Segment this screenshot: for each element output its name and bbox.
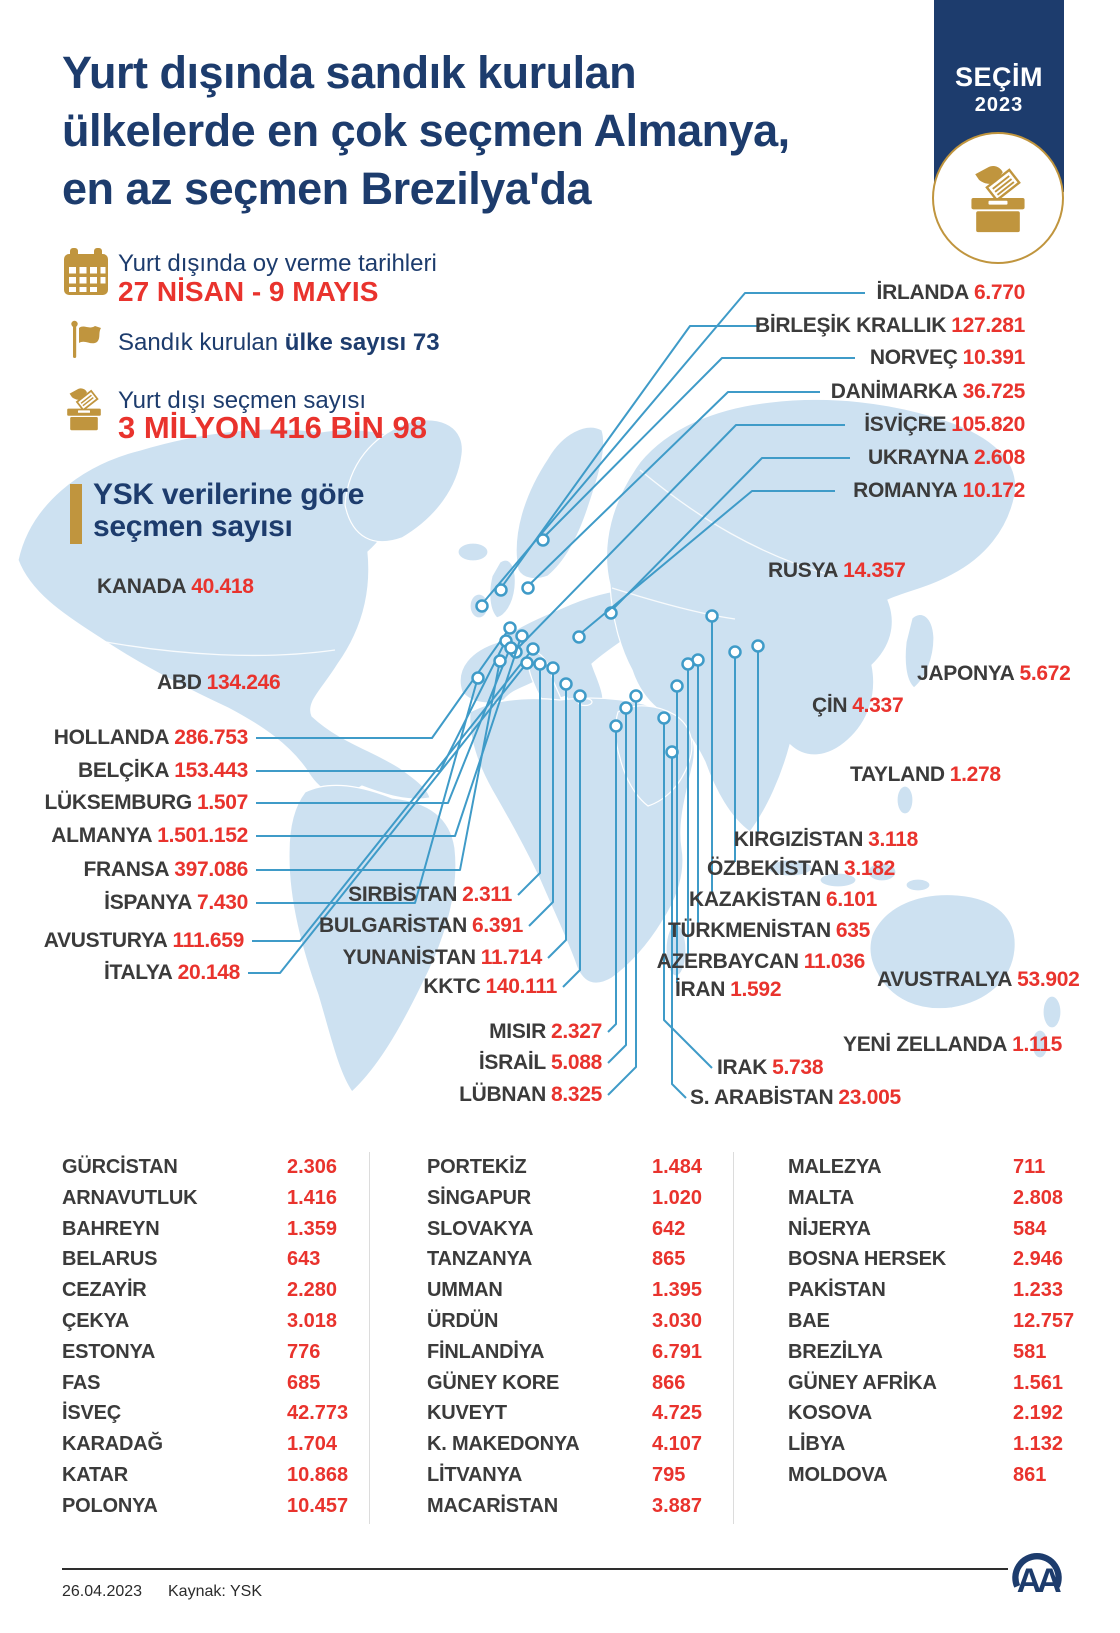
map-marker [473,673,484,684]
map-label [319,913,523,939]
map-marker [528,644,539,655]
voter-count: 105.820 [951,413,1025,436]
country-name: LÜKSEMBURG [44,791,192,814]
voting-dates-label: Yurt dışında oy verme tarihleri [118,250,437,277]
map-label [689,887,877,913]
table-column-3 [788,1152,1118,1491]
voter-count: 4.337 [852,694,904,717]
voter-count: 643 [287,1248,321,1271]
voter-count: 1.704 [287,1433,338,1456]
table-column-1 [62,1152,392,1522]
country-name: NORVEÇ [869,346,958,369]
footer-date: 26.04.2023 [62,1583,143,1600]
map-marker [548,663,559,674]
table-row [62,1429,392,1460]
flag-icon [70,320,104,360]
title-line: ülkelerde en çok seçmen Almanya, [62,105,790,156]
country-name: S. ARABİSTAN [690,1086,834,1109]
map-label [843,1032,1062,1058]
voter-count: 2.327 [550,1020,602,1043]
ballot-box-badge [932,132,1064,264]
country-name: ÇEKYA [62,1309,130,1332]
map-label [690,1085,901,1111]
table-row [788,1275,1118,1306]
voter-count: 3.887 [652,1494,703,1517]
table-row [427,1368,757,1399]
table-row [427,1491,757,1522]
footer-rule [62,1568,1008,1570]
voter-count: 1.359 [287,1217,338,1240]
country-name: BULGARİSTAN [318,914,467,937]
map-marker [621,703,632,714]
voter-count: 23.005 [838,1086,901,1109]
voter-count: 127.281 [951,314,1025,337]
country-name: ÜRDÜN [427,1309,499,1332]
map-label [459,1082,602,1108]
voter-count: 10.457 [287,1494,349,1517]
map-marker [505,623,516,634]
aa-logo-letters: AA [1016,1561,1058,1600]
table-row [788,1429,1118,1460]
country-name: IRAK [717,1056,768,1079]
map-label [54,725,248,751]
map-label [104,960,240,986]
voter-count: 3.182 [843,857,895,880]
map-label [348,882,512,908]
map-marker [683,659,694,670]
voter-count: 11.036 [803,950,865,973]
country-name: ESTONYA [62,1340,156,1363]
map-marker [535,659,546,670]
voter-count: 685 [287,1371,321,1394]
map-label [877,967,1080,993]
badge-title: SEÇİM [954,62,1043,92]
map-label [657,949,865,975]
voter-count: 711 [1013,1156,1046,1178]
table-row [427,1337,757,1368]
map-label [479,1050,602,1076]
map-label [812,693,903,719]
iceland [458,543,488,561]
voter-count: 11.714 [480,946,542,969]
footer-source: Kaynak: YSK [168,1583,262,1600]
voter-count: 5.088 [550,1051,602,1074]
map-marker [575,691,586,702]
country-name: FAS [62,1371,101,1394]
voter-count: 584 [1013,1217,1047,1240]
map-label [44,790,248,816]
voter-count: 4.107 [652,1433,703,1456]
voter-count: 642 [652,1217,686,1240]
table-row [427,1306,757,1337]
table-separator [369,1152,370,1524]
voter-count: 12.757 [1013,1309,1075,1332]
ballot-box-icon [960,160,1036,234]
map-label [675,977,781,1003]
voter-count: 1.507 [196,791,248,814]
country-name: İRAN [675,978,726,1001]
map-marker [707,611,718,622]
voter-count: 2.808 [1013,1186,1064,1209]
voter-count: 4.725 [652,1402,703,1425]
voter-count: 2.946 [1013,1248,1064,1271]
country-name: PORTEKİZ [427,1156,527,1178]
map-label [97,574,254,600]
voter-count: 153.443 [174,759,248,782]
voter-count: 20.148 [177,961,240,984]
country-name: MISIR [489,1020,546,1043]
table-row [788,1460,1118,1491]
map-marker [672,681,683,692]
aa-agency-logo [1010,1544,1064,1600]
country-name: İRLANDA [876,281,969,304]
country-name: LÜBNAN [459,1083,546,1106]
voter-count: 1.233 [1013,1279,1064,1302]
country-name: KUVEYT [427,1402,507,1425]
country-name: JAPONYA [917,662,1015,685]
voter-count: 1.484 [652,1156,703,1178]
voter-count: 1.132 [1013,1433,1064,1456]
country-name: İTALYA [103,961,173,984]
map-label [831,379,1025,405]
voter-count: 10.172 [962,479,1025,502]
table-row [62,1183,392,1214]
country-name: CEZAYİR [62,1279,147,1302]
country-name: SLOVAKYA [427,1217,534,1240]
country-count-bold: ülke sayısı 73 [284,329,440,356]
table-row [788,1368,1118,1399]
table-row [62,1152,392,1183]
country-count-prefix: Sandık kurulan [118,329,285,356]
voter-count: 1.020 [652,1186,703,1209]
voter-count: 2.280 [287,1279,338,1302]
table-row [62,1368,392,1399]
voter-count: 1.501.152 [157,824,248,847]
voter-count: 397.086 [174,858,248,881]
country-name: PAKİSTAN [788,1279,886,1302]
country-name: TANZANYA [427,1248,533,1271]
voter-count: 866 [652,1371,686,1394]
country-name: GÜRCİSTAN [62,1156,178,1178]
table-row [62,1398,392,1429]
map-marker [506,643,517,654]
table-row [62,1214,392,1245]
country-name: AZERBAYCAN [656,950,799,973]
table-row [62,1244,392,1275]
section-heading-line: YSK verilerine göre [93,478,365,511]
country-name: FİNLANDİYA [427,1340,545,1363]
country-name: KANADA [97,575,187,598]
country-name: DANİMARKA [830,380,958,403]
table-row [788,1306,1118,1337]
country-name: MACARİSTAN [427,1494,558,1517]
country-count-text [118,329,440,357]
country-name: İSVİÇRE [864,413,947,436]
map-marker [517,631,528,642]
voter-count: 1.592 [730,978,782,1001]
map-marker [659,713,670,724]
table-separator [733,1152,734,1524]
country-name: ROMANYA [853,479,958,502]
map-label [423,974,557,1000]
country-name: KAZAKİSTAN [689,888,821,911]
table-column-2 [427,1152,757,1522]
voter-count: 6.391 [471,914,523,937]
map-label [917,661,1071,687]
table-row [427,1398,757,1429]
map-marker [730,647,741,658]
table-row [427,1460,757,1491]
map-marker [667,747,678,758]
country-name: KIRGIZİSTAN [733,828,864,851]
ballot-box-small-icon [60,384,108,432]
country-name: HOLLANDA [53,726,170,749]
table-row [62,1491,392,1522]
map-label [78,758,248,784]
voter-count: 6.101 [825,888,877,911]
country-name: RUSYA [768,559,839,582]
voter-count: 36.725 [962,380,1025,403]
voter-count: 14.357 [843,559,906,582]
country-name: İSPANYA [104,891,192,914]
country-name: BOSNA HERSEK [788,1248,946,1271]
map-label [768,558,906,584]
voter-count: 3.118 [868,828,918,851]
voter-count: 134.246 [206,671,281,694]
voter-count: 8.325 [550,1083,602,1106]
map-label [44,928,244,954]
calendar-icon [62,246,110,298]
country-name: BAHREYN [62,1217,160,1240]
map-label [51,823,248,849]
voter-count-label: Yurt dışı seçmen sayısı [118,387,367,414]
country-name: İSRAİL [478,1051,546,1074]
table-row [427,1152,757,1183]
voter-count: 2.311 [462,883,512,906]
table-row [427,1244,757,1275]
map-label [668,918,870,944]
table-row [62,1460,392,1491]
country-name: KATAR [62,1463,129,1486]
map-marker [477,601,488,612]
voter-count: 2.306 [287,1156,338,1178]
voter-count: 776 [287,1340,321,1363]
country-name: YENİ ZELLANDA [843,1033,1008,1056]
voter-count: 1.278 [949,763,1001,786]
voter-count-value: 3 MİLYON 416 BİN 98 [118,410,427,445]
title-line: Yurt dışında sandık kurulan [62,47,637,98]
voter-count: 10.868 [287,1463,349,1486]
country-name: ALMANYA [51,824,153,847]
title-line: en az seçmen Brezilya'da [62,163,591,214]
country-name: ÖZBEKİSTAN [706,857,839,880]
map-label [755,313,1025,339]
country-name: MALEZYA [788,1156,882,1178]
map-label [489,1019,602,1045]
section-accent-bar [70,484,82,544]
voter-count: 7.430 [196,891,248,914]
table-row [62,1275,392,1306]
map-label [864,412,1025,438]
voter-count: 865 [652,1248,686,1271]
voting-dates-value: 27 NİSAN - 9 MAYIS [118,276,379,307]
country-name: ARNAVUTLUK [62,1186,198,1209]
country-name: UMMAN [427,1279,503,1302]
voter-count: 286.753 [174,726,248,749]
voter-count: 1.395 [652,1279,703,1302]
country-name: BİRLEŞİK KRALLIK [754,314,947,337]
voter-count: 3.018 [287,1309,338,1332]
map-label [83,857,248,883]
country-name: AVUSTRALYA [877,968,1013,991]
voter-count: 6.791 [652,1340,703,1363]
map-label [868,445,1025,471]
country-name: SİNGAPUR [427,1186,531,1209]
country-name: İSVEÇ [62,1402,122,1425]
map-label [850,762,1001,788]
map-label [853,478,1025,504]
voter-count: 2.608 [973,446,1025,469]
voter-count: 1.561 [1013,1371,1064,1394]
voter-count: 42.773 [287,1402,349,1425]
country-name: LİBYA [788,1433,846,1456]
table-row [788,1244,1118,1275]
map-marker [611,721,622,732]
country-name: AVUSTURYA [43,929,168,952]
table-row [427,1183,757,1214]
map-marker [753,641,764,652]
country-name: ABD [157,671,202,694]
country-name: MALTA [788,1186,855,1209]
country-name: BAE [788,1309,830,1332]
section-heading [93,479,364,543]
country-name: BREZİLYA [788,1340,883,1363]
table-row [427,1429,757,1460]
map-label [734,827,918,853]
country-name: FRANSA [83,858,170,881]
country-name: MOLDOVA [788,1463,888,1486]
table-row [788,1152,1118,1183]
country-name: YUNANİSTAN [342,946,476,969]
voter-count: 53.902 [1017,968,1080,991]
map-marker [496,585,507,596]
table-row [788,1183,1118,1214]
map-marker [538,535,549,546]
map-marker [574,632,585,643]
voter-count: 2.192 [1013,1402,1064,1425]
country-name: GÜNEY KORE [427,1371,560,1394]
voter-count: 635 [835,919,870,942]
voter-count: 5.672 [1019,662,1071,685]
voter-count: 3.030 [652,1309,703,1332]
country-name: UKRAYNA [867,446,969,469]
map-label [343,945,542,971]
country-name: K. MAKEDONYA [427,1433,580,1456]
map-label [870,345,1025,371]
voter-count: 861 [1013,1463,1047,1486]
map-label [877,280,1025,306]
country-name: TÜRKMENİSTAN [668,919,831,942]
voter-count: 1.416 [287,1186,338,1209]
map-marker [495,656,506,667]
table-row [62,1306,392,1337]
table-row [427,1275,757,1306]
country-name: SIRBİSTAN [348,883,458,906]
map-label [157,670,280,696]
country-name: POLONYA [62,1494,158,1517]
map-marker [561,679,572,690]
country-name: KARADAĞ [62,1433,163,1456]
country-name: KOSOVA [788,1402,872,1425]
map-label [707,856,895,882]
table-row [62,1337,392,1368]
voter-count: 10.391 [962,346,1025,369]
philippines [897,786,913,814]
country-name: BELÇİKA [77,759,170,782]
country-name: GÜNEY AFRİKA [788,1371,937,1394]
section-heading-line: seçmen sayısı [93,510,293,543]
voter-count: 581 [1013,1340,1047,1363]
voter-count: 5.738 [772,1056,824,1079]
map-marker [631,691,642,702]
table-row [788,1214,1118,1245]
voter-count: 795 [652,1463,686,1486]
country-name: NİJERYA [788,1217,871,1240]
voter-count: 140.111 [485,975,557,998]
voter-count: 111.659 [172,929,244,952]
table-row [788,1398,1118,1429]
badge-year: 2023 [974,94,1024,116]
voter-count: 6.770 [973,281,1025,304]
table-row [788,1337,1118,1368]
map-label [104,890,248,916]
voter-count: 1.115 [1012,1033,1063,1056]
country-name: KKTC [423,975,481,998]
indonesia-4 [906,879,930,891]
country-name: TAYLAND [850,763,945,786]
country-name: ÇİN [812,694,848,717]
map-marker [522,658,533,669]
voter-count: 40.418 [191,575,254,598]
country-name: BELARUS [62,1248,158,1271]
new-zealand-north [1043,996,1061,1028]
page-title [62,44,790,218]
map-marker [523,583,534,594]
table-row [427,1214,757,1245]
country-name: LİTVANYA [427,1463,523,1486]
map-label [717,1055,823,1081]
